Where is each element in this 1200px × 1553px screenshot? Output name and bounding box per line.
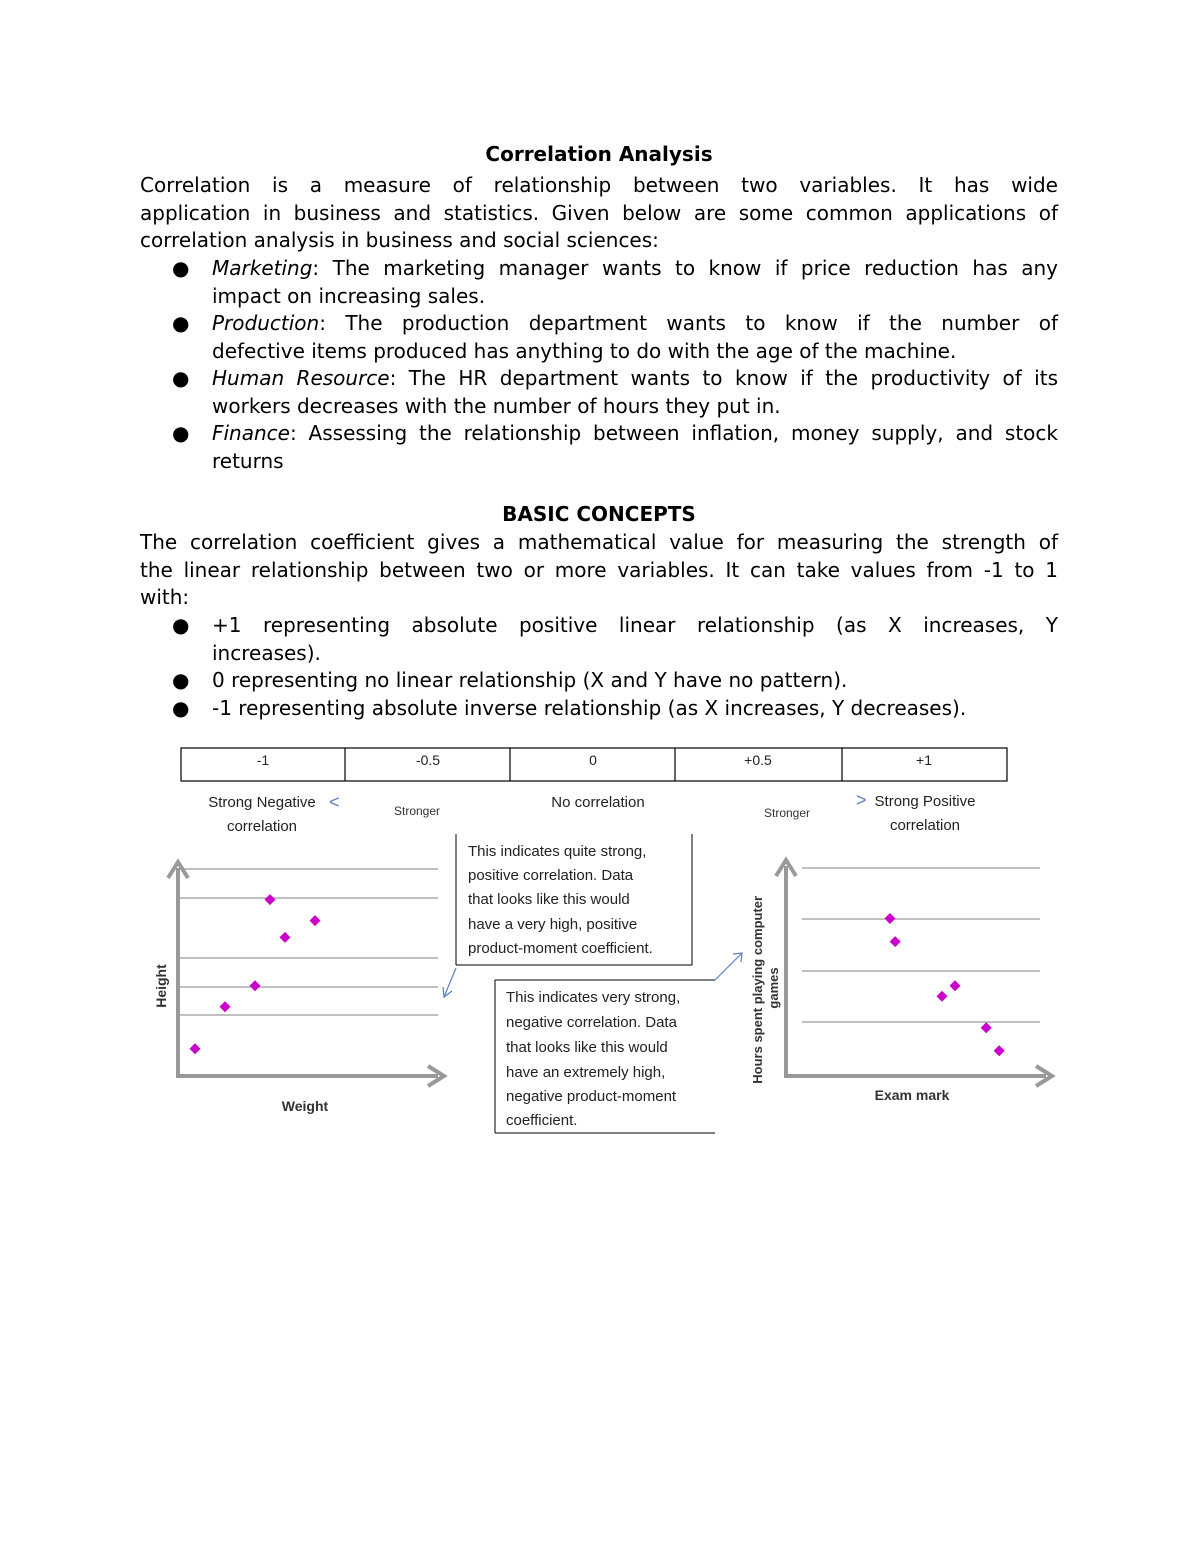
data-point — [981, 1022, 992, 1033]
basic-concepts-heading: BASIC CONCEPTS — [502, 502, 696, 526]
exam-games-scatter — [750, 860, 1052, 1103]
scale-cell-plus-1: +1 — [916, 752, 932, 768]
application-text: returns — [212, 448, 284, 473]
callout-text: coefficient. — [506, 1112, 578, 1129]
callout-text: This indicates very strong, — [506, 989, 681, 1006]
stronger-left-label: Stronger — [393, 804, 441, 818]
basic-line: The correlation coefficient gives a mathematical value for measuring the strength of — [140, 530, 1058, 554]
bullet-icon: ● — [172, 421, 190, 445]
y-axis-label — [750, 892, 781, 1083]
right-data-points — [885, 913, 1005, 1056]
negative-callout — [495, 953, 742, 1133]
intro-line: application in business and statistics. Given below are some common applications of — [140, 200, 1058, 225]
data-point — [937, 991, 948, 1002]
data-point — [310, 915, 321, 926]
data-point — [950, 980, 961, 991]
bullet-text: +1 representing absolute positive linear relationship (as X increases, Y — [212, 613, 1058, 637]
callout-text: negative product-moment — [506, 1088, 677, 1105]
data-point — [280, 932, 291, 943]
application-term: Marketing — [212, 256, 313, 280]
y-axis-label: Height — [153, 964, 169, 1008]
intro-line: Correlation is a measure of relationship between two variables. It has wide — [140, 173, 1058, 197]
application-text: workers decreases with the number of hours they put in. — [212, 393, 781, 418]
callout-text: positive correlation. Data — [468, 867, 634, 884]
callout-text: that looks like this would — [468, 891, 630, 908]
strong-positive-label: Strong Positive — [874, 793, 976, 810]
data-point — [250, 980, 261, 991]
strong-negative-label: Strong Negative — [208, 794, 316, 811]
scale-cell-plus-half: +0.5 — [744, 752, 772, 768]
application-text: : Assessing the relationship between inflation, money supply, and stock — [289, 421, 1058, 445]
page-title: Correlation Analysis — [485, 142, 713, 166]
data-point — [994, 1045, 1005, 1056]
y-axis-label-line: games — [766, 967, 781, 1009]
bullet-text: -1 representing absolute inverse relationship (as X increases, Y decreases). — [212, 695, 967, 720]
bullet-text: 0 representing no linear relationship (X and Y have no pattern). — [212, 668, 848, 692]
strong-negative-label: correlation — [226, 818, 298, 835]
y-axis-label-line: Hours spent playing computer — [750, 895, 765, 1084]
arrow-right-icon: > — [856, 790, 867, 810]
callout-text: have an extremely high, — [506, 1064, 666, 1081]
correlation-scale-table — [181, 748, 1007, 781]
application-text: impact on increasing sales. — [212, 283, 486, 308]
bullet-icon: ● — [172, 256, 190, 280]
callout-text: This indicates quite strong, — [468, 843, 647, 860]
scale-cell-zero: 0 — [589, 752, 597, 768]
application-term: Finance — [212, 421, 290, 445]
bullet-icon: ● — [172, 668, 190, 692]
basic-line: with: — [140, 585, 190, 609]
left-data-points — [190, 894, 321, 1054]
callout-text: negative correlation. Data — [506, 1014, 677, 1031]
callout-text: product-moment coefficient. — [468, 940, 653, 957]
basic-line: the linear relationship between two or more variables. It can take values from -1 to 1 — [140, 557, 1058, 582]
weight-height-scatter — [153, 862, 444, 1114]
data-point — [190, 1043, 201, 1054]
application-text: : The HR department wants to know if the productivity of its — [389, 366, 1058, 390]
scale-cell-minus-half: -0.5 — [415, 752, 441, 768]
stronger-right-label: Stronger — [763, 806, 811, 820]
data-point — [890, 936, 901, 947]
arrow-left-icon: < — [329, 792, 340, 812]
application-term: Human Resource — [212, 366, 390, 390]
positive-callout — [443, 834, 692, 997]
application-term: Production — [212, 311, 320, 335]
bullet-icon: ● — [172, 311, 190, 335]
scale-cell-minus-1: -1 — [256, 752, 270, 768]
bullet-icon: ● — [172, 695, 190, 720]
strong-positive-label: correlation — [889, 817, 961, 834]
application-text: : The production department wants to know if the number of — [319, 311, 1058, 335]
bullet-icon: ● — [172, 613, 190, 637]
no-correlation-label: No correlation — [551, 794, 645, 811]
application-text: defective items produced has anything to do with the age of the machine. — [212, 338, 957, 363]
data-point — [220, 1001, 231, 1012]
callout-text: have a very high, positive — [468, 916, 638, 933]
bullet-icon: ● — [172, 366, 190, 390]
intro-line: correlation analysis in business and social sciences: — [140, 228, 659, 252]
x-axis-label: Exam mark — [874, 1087, 950, 1103]
data-point — [885, 913, 896, 924]
application-text: : The marketing manager wants to know if price reduction has any — [312, 256, 1058, 280]
callout-pointer-arrow — [715, 953, 742, 980]
data-point — [265, 894, 276, 905]
callout-text: that looks like this would — [506, 1039, 668, 1056]
x-axis-label: Weight — [281, 1098, 329, 1114]
bullet-text: increases). — [212, 640, 321, 665]
